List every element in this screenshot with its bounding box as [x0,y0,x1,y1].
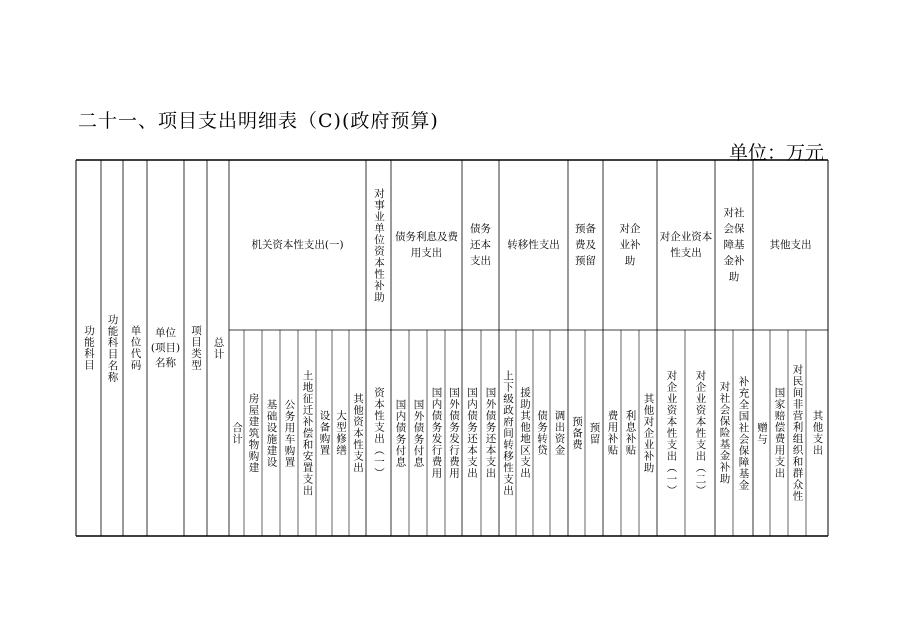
subheader-state-compensation: 国家赔偿费用支出 [773,387,786,479]
group-header-social-security-fund: 对社会保障基金补助 [723,207,745,283]
group-header-enterprise-subsidy: 对企业补助 [619,223,641,267]
subheader-infrastructure: 基础设施建设 [265,398,278,468]
subheader-other-enterprise-subsidy: 其他对企业补助 [642,392,655,474]
subheader-enterprise-capital-1: 对企业资本性支出（一） [665,369,678,497]
subheader-other-expenditure: 其他支出 [811,410,824,456]
subheader-intergovernmental-transfer: 上下级政府间转移性支出 [502,369,514,497]
subheader-other-capital: 其他资本性支出 [352,392,364,474]
group-header-reserve: 预备费及预留 [575,223,596,267]
group-header-transfer: 转移性支出 [507,238,560,251]
group-header-enterprise-capital: 对企业资本性支出 [659,231,713,259]
subheader-foreign-principal: 国外债务还本支出 [484,387,497,479]
subheader-funds-transferred-out: 调出资金 [553,410,566,456]
subheader-foreign-interest: 国外债务付息 [412,398,425,468]
group-header-institution-capital-subsidy: 对事业单位资本性补助 [373,187,385,303]
header-project-type: 项目类型 [190,325,202,371]
subheader-domestic-principal: 国内债务还本支出 [466,387,478,479]
header-total: 总计 [212,336,225,360]
subheader-foreign-issuance-fee: 国外债务发行费用 [448,387,460,479]
subheader-retained: 预留 [588,421,601,445]
group-header-capital-expenditure: 机关资本性支出(一) [251,238,344,251]
subheader-domestic-issuance-fee: 国内债务发行费用 [430,387,443,479]
page-title: 二十一、项目支出明细表（C)(政府预算) [78,110,439,132]
subheader-reserve-fund: 预备费 [571,415,583,451]
subheader-national-social-security-fund: 补充全国社会保障基金 [737,375,750,491]
subheader-donation: 赠与 [756,421,768,445]
subheader-domestic-interest: 国内债务付息 [394,398,407,468]
header-func-name: 功能科目名称 [106,313,119,383]
header-func-code: 功能科目 [83,325,95,371]
subheader-major-repair: 大型修缮 [335,410,347,456]
subheader-nonprofit-organizations: 对民间非营利组织和群众性 [791,364,804,502]
subheader-land-compensation: 土地征迁补偿和安置支出 [301,369,314,497]
subheader-interest-subsidy: 利息补贴 [624,410,637,456]
subheader-capital-expenditure-1: 资本性支出（一） [373,387,385,479]
unit-label: 单位：万元 [728,142,824,164]
subheader-vehicle-purchase: 公务用车购置 [283,398,296,468]
subheader-total: 合计 [231,421,243,445]
group-header-debt-principal: 债务还本支出 [470,223,491,267]
subheader-enterprise-capital-2: 对企业资本性支出（二） [694,369,707,497]
subheader-social-insurance-fund: 对社会保险基金补助 [718,381,731,485]
subheader-expense-subsidy: 费用补贴 [606,410,619,456]
group-header-other-expenditure: 其他支出 [769,238,812,251]
subheader-building-construction: 房屋建筑物购建 [247,392,260,474]
group-header-debt-interest: 债务利息及费用支出 [395,231,458,259]
subheader-aid-other-regions: 援助其他地区支出 [519,387,531,479]
subheader-equipment-purchase: 设备购置 [318,410,331,456]
header-unit-name: 单位(项目)名称 [150,326,181,369]
header-unit-code: 单位代码 [129,325,142,371]
subheader-debt-onlending: 债务转贷 [536,410,548,456]
